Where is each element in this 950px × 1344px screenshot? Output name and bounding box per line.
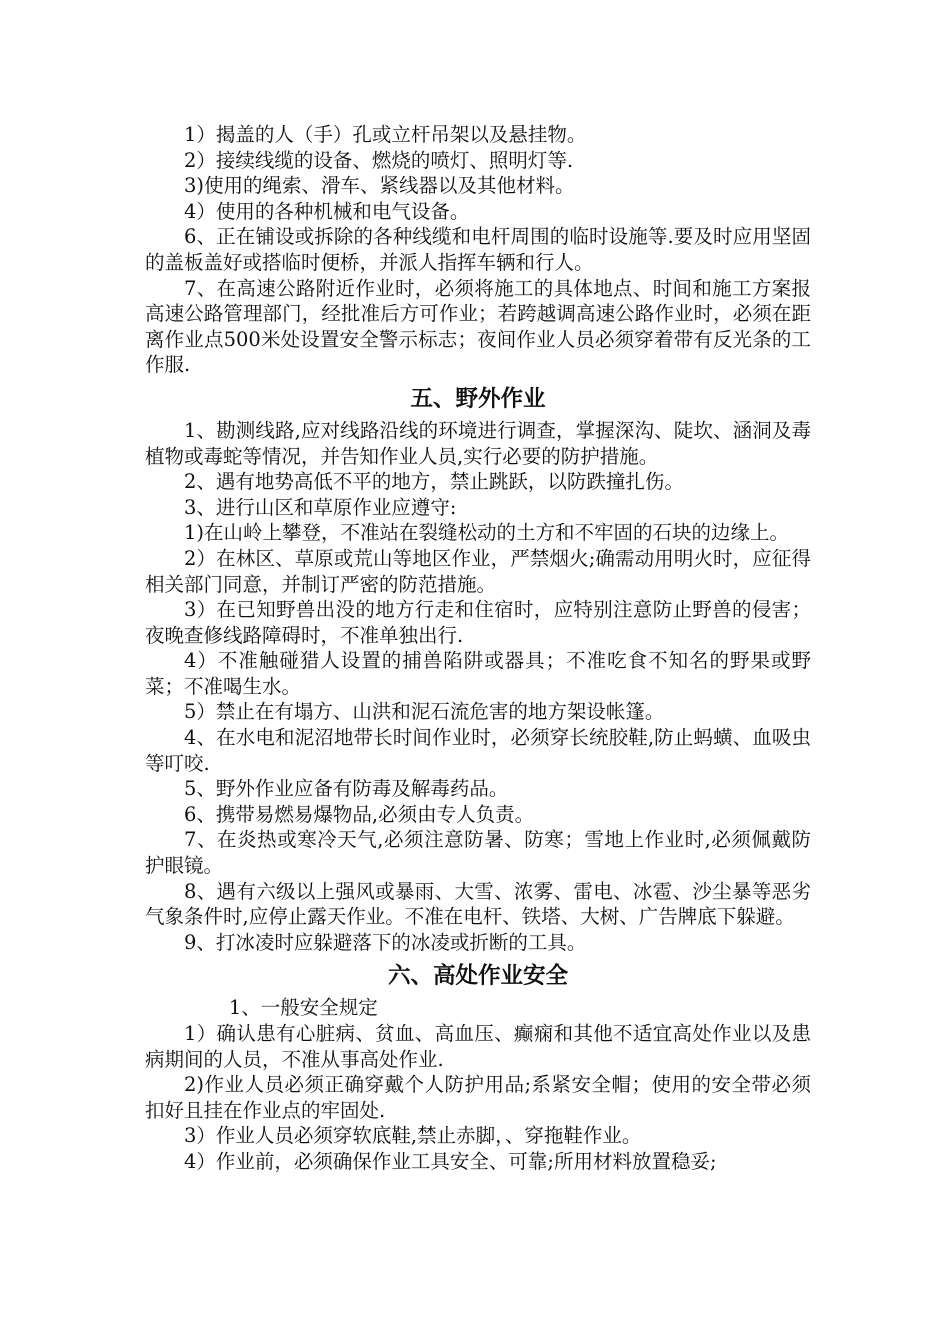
paragraph: 2）在林区、草原或荒山等地区作业，严禁烟火;确需动用明火时，应征得相关部门同意，并制订严密的防范措施。 — [145, 546, 811, 596]
paragraph: 4）不准触碰猎人设置的捕兽陷阱或器具；不准吃食不知名的野果或野菜；不准喝生水。 — [145, 649, 811, 698]
paragraph: 6、正在铺设或拆除的各种线缆和电杆周围的临时设施等.要及时应用坚固的盖板盖好或搭临时便桥，并派人指挥车辆和行人。 — [145, 225, 811, 274]
paragraph: 5、野外作业应备有防毒及解毒药品。 — [184, 777, 509, 801]
paragraph: 3）作业人员必须穿软底鞋,禁止赤脚，、穿拖鞋作业。 — [184, 1124, 642, 1148]
paragraph: 2)作业人员必须正确穿戴个人防护用品;系紧安全帽；使用的安全带必须扣好且挂在作业点的牢固处. — [145, 1073, 811, 1122]
paragraph: 3、进行山区和草原作业应遵守: — [184, 495, 457, 519]
paragraph: 6、携带易燃易爆物品,必须由专人负责。 — [184, 802, 535, 826]
paragraph: 5）禁止在有塌方、山洪和泥石流危害的地方架设帐篷。 — [184, 700, 665, 724]
paragraph: 9、打冰凌时应躲避落下的冰凌或折断的工具。 — [184, 930, 587, 954]
paragraph: 1）揭盖的人（手）孔或立杆吊架以及悬挂物。 — [184, 123, 587, 146]
paragraph: 1）确认患有心脏病、贫血、高血压、癫痫和其他不适宜高处作业以及患病期间的人员，不准从事高处作业. — [145, 1022, 811, 1071]
paragraph: 2）接续线缆的设备、燃烧的喷灯、照明灯等. — [184, 148, 574, 172]
section-heading: 六、高处作业安全 — [387, 963, 568, 990]
section-heading: 五、野外作业 — [410, 385, 546, 412]
paragraph: 8、遇有六级以上强风或暴雨、大雪、浓雾、雷电、冰雹、沙尘暴等恶劣气象条件时,应停止露天作业。不准在电杆、铁塔、大树、广告牌底下躲避。 — [145, 879, 811, 929]
paragraph: 2、遇有地势高低不平的地方，禁止跳跃，以防跌撞扎伤。 — [184, 470, 684, 494]
paragraph: 3)使用的绳索、滑车、紧线器以及其他材料。 — [184, 174, 575, 198]
paragraph: 4、在水电和泥沼地带长时间作业时，必须穿长统胶鞋,防止蚂蟥、血吸虫等叮咬. — [145, 726, 811, 775]
paragraph: 3）在已知野兽出没的地方行走和住宿时，应特别注意防止野兽的侵害；夜晚查修线路障碍时，不准单独出行. — [145, 598, 811, 647]
paragraph: 4）作业前，必须确保作业工具安全、可靠;所用材料放置稳妥; — [184, 1149, 717, 1173]
paragraph: 1)在山岭上攀登，不准站在裂缝松动的土方和不牢固的石块的边缘上。 — [184, 521, 790, 545]
paragraph: 4）使用的各种机械和电气设备。 — [184, 199, 470, 223]
paragraph: 7、在炎热或寒冷天气,必须注意防暑、防寒；雪地上作业时,必须佩戴防护眼镜。 — [145, 828, 811, 878]
document-page — [145, 122, 811, 1175]
paragraph: 1、勘测线路,应对线路沿线的环境进行调查，掌握深沟、陡坎、涵洞及毒植物或毒蛇等情况，并告知作业人员,实行必要的防护措施。 — [145, 418, 811, 468]
subsection-heading: 1、一般安全规定 — [228, 996, 378, 1020]
paragraph: 7、在高速公路附近作业时，必须将施工的具体地点、时间和施工方案报高速公路管理部门，经批准后方可作业；若跨越调高速公路作业时，必须在距离作业点500米处设置安全警示标志；夜间作业人员必须穿着带有反光条的工作服. — [145, 276, 811, 377]
